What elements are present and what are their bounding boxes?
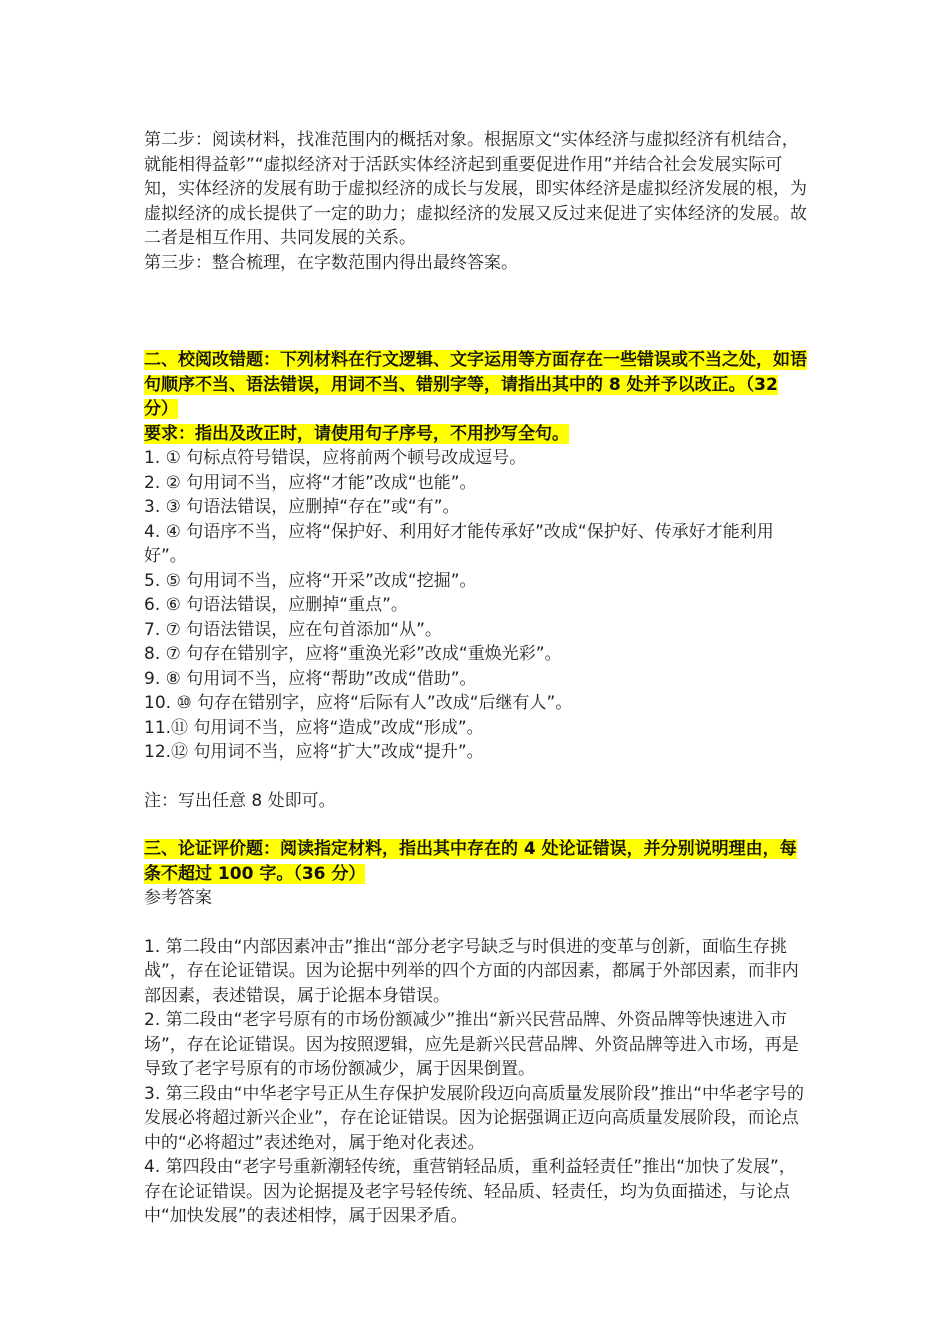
correction-item: 5. ⑤ 句用词不当，应将“开采”改成“挖掘”。 bbox=[144, 570, 477, 591]
correction-item: 11.⑪ 句用词不当，应将“造成”改成“形成”。 bbox=[144, 717, 484, 738]
correction-item: 8. ⑦ 句存在错别字，应将“重涣光彩”改成“重焕光彩”。 bbox=[144, 644, 562, 664]
correction-item: 2. ② 句用词不当，应将“才能”改成“也能”。 bbox=[144, 472, 477, 493]
spacer bbox=[144, 813, 808, 837]
spacer bbox=[144, 911, 808, 935]
answer-label: 参考答案 bbox=[144, 888, 212, 908]
argument-error-item: 3. 第三段由“中华老字号正从生存保护发展阶段迈向高质量发展阶段”推出“中华老字号的发展必将超过新兴企业”，存在论证错误。因为论据强调正迈向高质量发展阶段，而论点中的“必将超过”表述绝对，属于绝对化表述。 bbox=[144, 1083, 805, 1153]
step-two-paragraph: 第二步：阅读材料，找准范围内的概括对象。根据原文“实体经济与虚拟经济有机结合，就能相得益彰”“虚拟经济对于活跃实体经济起到重要促进作用”并结合社会发展实际可知，实体经济的发展有助于虚拟经济的成长与发展，即实体经济是虚拟经济发展的根，为虚拟经济的成长提供了一定的助力；虚拟经济的发展又反过来促进了实体经济的发展。故二者是相互作用、共同发展的关系。 bbox=[144, 130, 807, 248]
spacer bbox=[144, 275, 808, 348]
section-two-requirement-text: 要求：指出及改正时，请使用句子序号，不用抄写全句。 bbox=[144, 423, 569, 444]
correction-item: 3. ③ 句语法错误，应删掉“存在”或“有”。 bbox=[144, 497, 460, 517]
correction-item: 6. ⑥ 句语法错误，应删掉“重点”。 bbox=[144, 595, 408, 615]
section-two-note: 注：写出任意 8 处即可。 bbox=[144, 790, 336, 811]
argument-error-item: 4. 第四段由“老字号重新潮轻传统，重营销轻品质，重利益轻责任”推出“加快了发展”，存在论证错误。因为论据提及老字号轻传统、轻品质、轻责任，均为负面描述，与论点中“加快发展”的表述相悖，属于因果矛盾。 bbox=[144, 1157, 796, 1226]
spacer bbox=[144, 765, 808, 789]
section-three-heading-text: 三、论证评价题：阅读指定材料，指出其中存在的 4 处论证错误，并分别说明理由，每条不超过 100 字。（36 分） bbox=[144, 839, 797, 884]
section-two-requirement bbox=[144, 422, 808, 447]
correction-item: 12.⑫ 句用词不当，应将“扩大”改成“提升”。 bbox=[144, 742, 484, 762]
section-three-heading bbox=[144, 837, 808, 886]
section-two-heading-text: 二、校阅改错题：下列材料在行文逻辑、文字运用等方面存在一些错误或不当之处，如语句顺序不当、语法错误，用词不当、错别字等，请指出其中的 8 处并予以改正。（32 分） bbox=[144, 350, 807, 419]
step-three-paragraph: 第三步：整合梳理，在字数范围内得出最终答案。 bbox=[144, 252, 518, 273]
correction-item: 4. ④ 句语序不当，应将“保护好、利用好才能传承好”改成“保护好、传承好才能利用好”。 bbox=[144, 521, 774, 566]
correction-list bbox=[144, 446, 808, 765]
argument-error-item: 1. 第二段由“内部因素冲击”推出“部分老字号缺乏与时俱进的变革与创新，面临生存挑战”，存在论证错误。因为论据中列举的四个方面的内部因素，都属于外部因素，而非内部因素，表述错误，属于论据本身错误。 bbox=[144, 936, 799, 1006]
document-content bbox=[144, 128, 808, 1229]
argument-error-list bbox=[144, 935, 808, 1229]
argument-error-item: 2. 第二段由“老字号原有的市场份额减少”推出“新兴民营品牌、外资品牌等快速进入市场”，存在论证错误。因为按照逻辑，应先是新兴民营品牌、外资品牌等进入市场，再是导致了老字号原有的市场份额减少，属于因果倒置。 bbox=[144, 1010, 799, 1079]
correction-item: 1. ① 句标点符号错误，应将前两个顿号改成逗号。 bbox=[144, 448, 527, 468]
correction-item: 7. ⑦ 句语法错误，应在句首添加“从”。 bbox=[144, 619, 442, 640]
correction-item: 10. ⑩ 句存在错别字，应将“后际有人”改成“后继有人”。 bbox=[144, 693, 573, 713]
correction-item: 9. ⑧ 句用词不当，应将“帮助”改成“借助”。 bbox=[144, 668, 477, 689]
section-two-heading bbox=[144, 348, 808, 422]
